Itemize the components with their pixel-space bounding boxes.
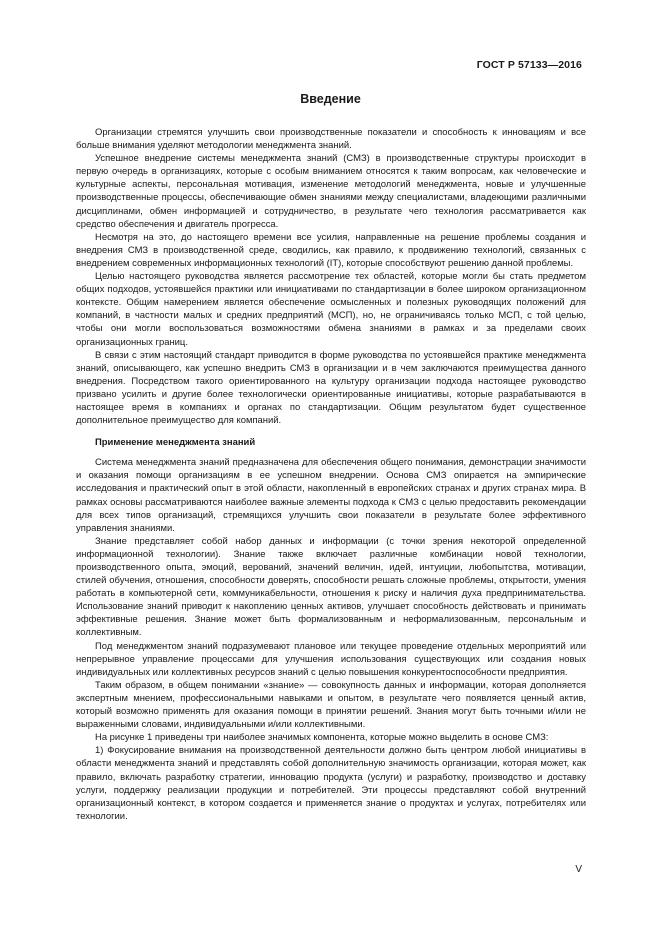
list-item: 1) Фокусирование внимания на производственной деятельности должно быть центром любой инициативы в области менеджмента знаний и представлять собой дополнительную значимость организации, которая может, как правило, включать разработку стратегии, инновацию продукта (услуги) и разработку, производство и доставку услуги, поддержку реализации продукции и потребителей. Эти процессы представляют собой внутренний организационный контекст, в котором создается и применяется знание о продуктах и услугах, потребителях или технологии. (76, 745, 586, 822)
document-body (76, 126, 586, 823)
paragraph: Целью настоящего руководства является рассмотрение тех областей, которые могли бы стать предметом общих подходов, устоявшейся практики или инициативами по стандартизации в более широком организационном контексте. Общим намерением является обеспечение осмысленных и полезных руководящих положений для компаний, в частности малых и средних предприятий (МСП), но, не ограничиваясь только МСП, с той целью, чтобы они могли воспользоваться возможностями обмена знаниями в рамках и за пределами своих организационных границ. (76, 271, 586, 348)
document-code: ГОСТ Р 57133—2016 (476, 59, 582, 71)
paragraph: Под менеджментом знаний подразумевают плановое или текущее проведение отдельных мероприятий или непрерывное управление процессами для улучшения использования существующих или создания новых индивидуальных или коллективных ресурсов знаний с целью повышения конкурентоспособности предприятия. (76, 640, 586, 678)
paragraph: В связи с этим настоящий стандарт приводится в форме руководства по устоявшейся практике менеджмента знаний, описывающего, как успешно внедрить СМЗ в организации и в чем заключаются преимущества данного внедрения. Посредством такого ориентированного на культуру организации подхода настоящее руководство призвано усилить и другие более технологически ориентированные инициативы, которые разрабатываются в настоящее время в компаниях и органах по стандартизации. Общим результатом будет существенное дополнительное преимущество для компаний. (76, 349, 586, 427)
paragraph: На рисунке 1 приведены три наиболее значимых компонента, которые можно выделить в основе СМЗ: (95, 732, 549, 744)
paragraph: Таким образом, в общем понимании «знание» — совокупность данных и информации, которая дополняется экспертным мнением, профессиональными навыками и опытом, в результате чего появляется ценный актив, который возможно применять для оказания помощи в принятии решений. Знания могут быть точными и/или не выраженными словами, индивидуальными и/или коллективными. (76, 679, 586, 731)
paragraph: Знание представляет собой набор данных и информации (с точки зрения некоторой определенной информационной технологии). Знание также включает различные комбинации новой технологии, производственного опыта, эмоций, верований, значений величин, идей, интуиции, любопытства, мотивации, стилей обучения, отношения, способности доверять, способности решать сложные проблемы, открытости, умения работать в компьютерной сети, коммуникабельности, отношения к риску и наличия духа предпринимательства. Использование знаний приводит к накоплению ценных активов, улучшает способность действовать и принимать эффективные решения. Знание может быть формализованным и неформализованным, персональным и коллективным. (76, 535, 586, 639)
paragraph: Система менеджмента знаний предназначена для обеспечения общего понимания, демонстрации значимости и оказания помощи организациям в ее успешном внедрении. Основа СМЗ опирается на эмпирические исследования и практический опыт в этой области, накопленный в европейских странах и других странах мира. В рамках основы рассматриваются наиболее важные элементы подхода к СМЗ с целью предоставить рекомендации для всех типов организаций, стремящихся улучшить свои показатели в результате более эффективного управления знаниями. (76, 457, 586, 534)
page-title: Введение (300, 92, 361, 106)
paragraph: Организации стремятся улучшить свои производственные показатели и способность к инновациям и все больше внимания уделяют методологии менеджмента знаний. (76, 127, 586, 152)
page-number: V (575, 864, 582, 875)
paragraph: Несмотря на это, до настоящего времени все усилия, направленные на решение проблемы создания и внедрения СМЗ в производственной среде, сводились, как правило, к продвижению технологий, связанных с внедрением современных информационных технологий (IT), которые способствуют решению данной проблемы. (76, 231, 586, 269)
section-heading: Применение менеджмента знаний (95, 437, 256, 449)
paragraph: Успешное внедрение системы менеджмента знаний (СМЗ) в производственные структуры происходит в первую очередь в организациях, которые с особым вниманием относятся к таким вопросам, как человеческие и культурные аспекты, персональная мотивация, изменение методологий менеджмента, новые и улучшенные производственные процессы, обеспечивающие обмен знаниями между специалистами, владеющими различными дисциплинами, обмен информацией и сотрудничество, в результате чего технология рассматривается как средство обеспечения и двигатель прогресса. (76, 153, 586, 230)
